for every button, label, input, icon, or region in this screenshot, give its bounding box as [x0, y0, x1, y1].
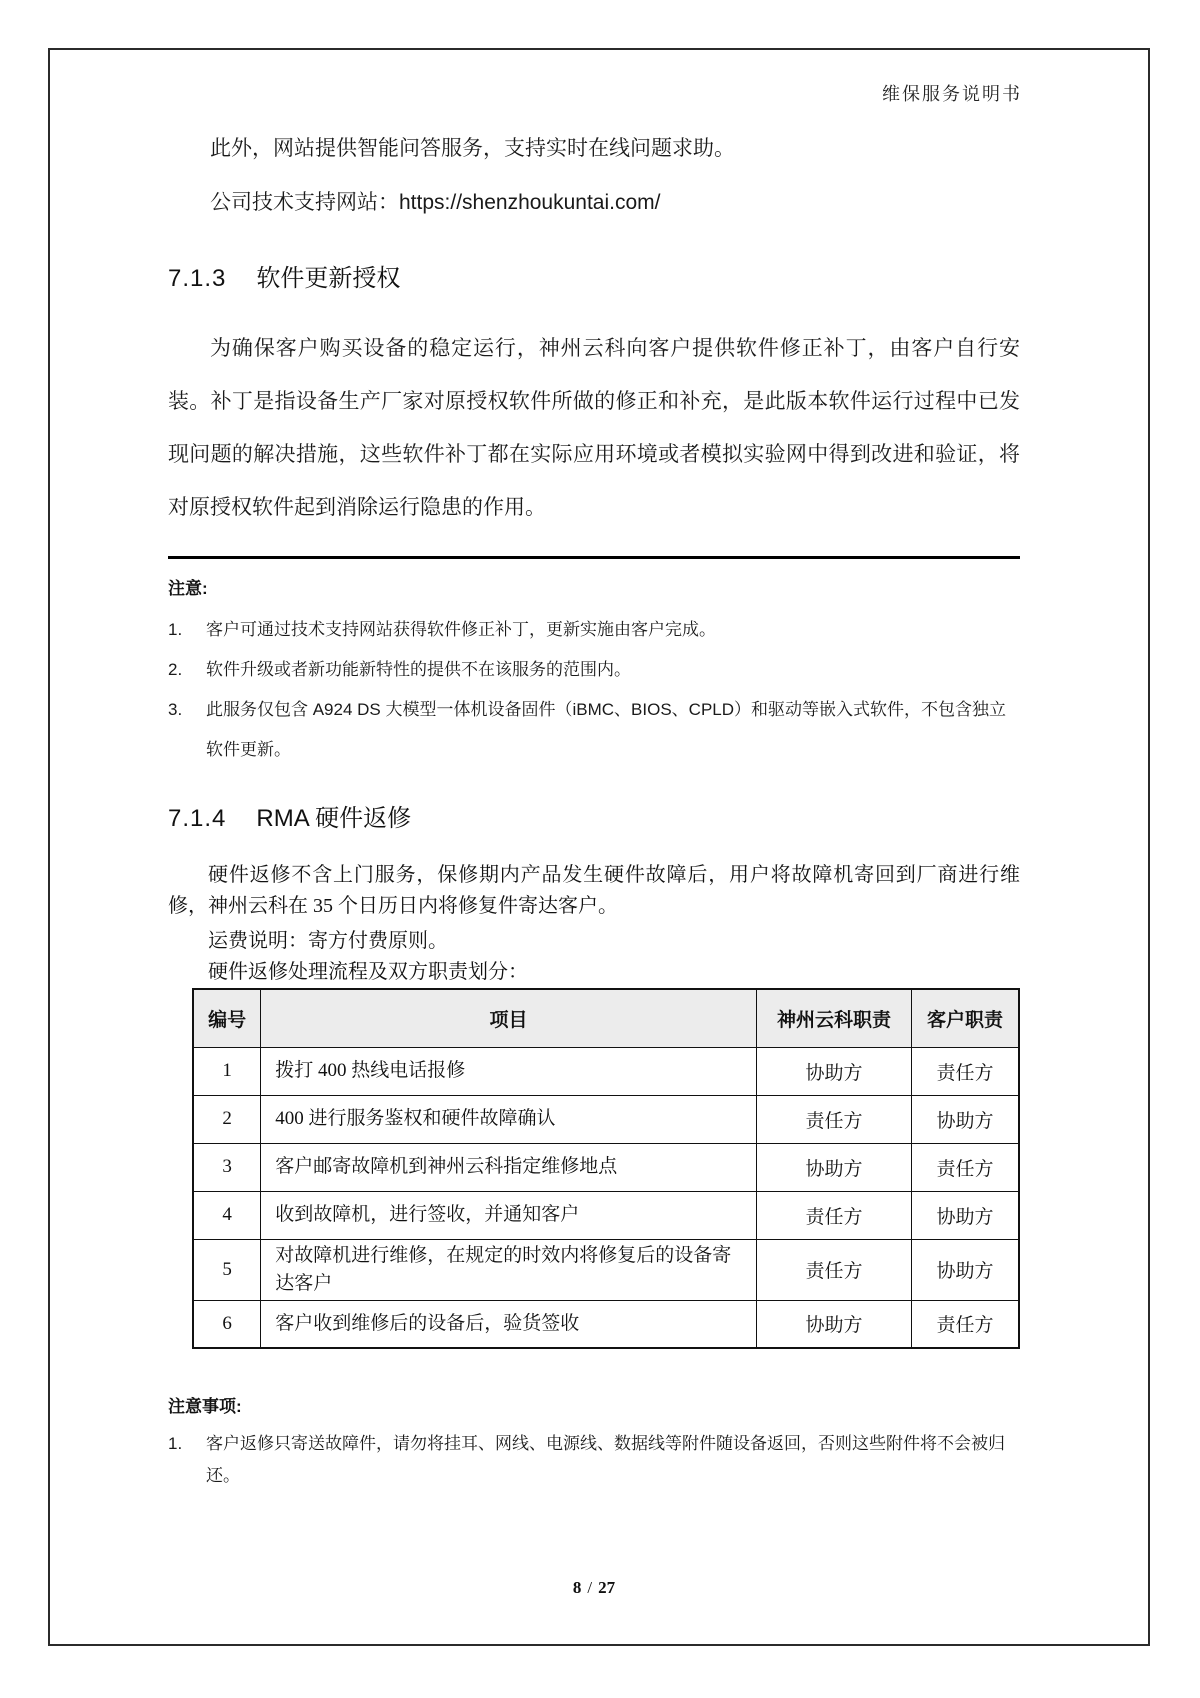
- rma-process-table: [192, 988, 1020, 1349]
- cell-number: 2: [193, 1095, 261, 1143]
- page-total: 27: [598, 1578, 616, 1597]
- section-heading-714: [168, 798, 1020, 833]
- notice-item: [168, 1428, 1020, 1492]
- page-footer: [168, 1578, 1020, 1598]
- cell-number: 6: [193, 1300, 261, 1348]
- cell-vendor-duty: 协助方: [756, 1143, 911, 1191]
- note-item-number: 1.: [168, 620, 183, 639]
- cell-customer-duty: 责任方: [912, 1143, 1019, 1191]
- intro-paragraph-1: 此外，网站提供智能问答服务，支持实时在线问题求助。: [210, 137, 735, 160]
- cell-item: 收到故障机，进行签收，并通知客户: [261, 1191, 757, 1239]
- table-row: [193, 1239, 1019, 1300]
- section-number: 7.1.4: [168, 805, 227, 832]
- cell-vendor-duty: 协助方: [756, 1300, 911, 1348]
- section-title: RMA 硬件返修: [256, 805, 412, 832]
- cell-item: 拨打 400 热线电话报修: [261, 1047, 757, 1095]
- section-heading-713: [168, 258, 1020, 293]
- section-714-paragraph-2: 运费说明：寄方付费原则。: [208, 930, 448, 952]
- intro-paragraph-2: 公司技术支持网站：https://shenzhoukuntai.com/: [210, 191, 661, 214]
- cell-number: 3: [193, 1143, 261, 1191]
- cell-vendor-duty: 协助方: [756, 1047, 911, 1095]
- cell-item: 客户收到维修后的设备后，验货签收: [261, 1300, 757, 1348]
- note-item-text: 此服务仅包含 A924 DS 大模型一体机设备固件（iBMC、BIOS、CPLD）和驱动等嵌入式软件，不包含独立软件更新。: [206, 700, 1007, 759]
- note-item: [168, 610, 1020, 650]
- column-header-item: 项目: [261, 989, 757, 1047]
- note-item-number: 2.: [168, 660, 183, 679]
- note-item-text: 软件升级或者新功能新特性的提供不在该服务的范围内。: [206, 660, 631, 679]
- note-label: 注意:: [168, 579, 208, 598]
- cell-item: 400 进行服务鉴权和硬件故障确认: [261, 1095, 757, 1143]
- table-row: [193, 1047, 1019, 1095]
- cell-number: 5: [193, 1239, 261, 1300]
- page-header-title: 维保服务说明书: [882, 84, 1022, 104]
- note-item: [168, 650, 1020, 690]
- table-body: [193, 1047, 1019, 1348]
- cell-item: 客户邮寄故障机到神州云科指定维修地点: [261, 1143, 757, 1191]
- cell-number: 4: [193, 1191, 261, 1239]
- cell-vendor-duty: 责任方: [756, 1191, 911, 1239]
- cell-customer-duty: 协助方: [912, 1239, 1019, 1300]
- cell-customer-duty: 协助方: [912, 1191, 1019, 1239]
- table-header: [193, 989, 1019, 1047]
- notice-item-number: 1.: [168, 1434, 183, 1453]
- section-title: 软件更新授权: [256, 265, 401, 292]
- page-number-separator: /: [587, 1578, 593, 1597]
- table-header-row: [193, 989, 1019, 1047]
- page-number: 8: [572, 1578, 582, 1597]
- notice-item-text: 客户返修只寄送故障件，请勿将挂耳、网线、电源线、数据线等附件随设备返回，否则这些附件将不会被归还。: [206, 1434, 1005, 1485]
- column-header-customer-duty: 客户职责: [912, 989, 1019, 1047]
- cell-customer-duty: 责任方: [912, 1047, 1019, 1095]
- notice-list: [168, 1428, 1020, 1492]
- column-header-vendor-duty: 神州云科职责: [756, 989, 911, 1047]
- note-item: [168, 690, 1020, 770]
- note-divider-rule: [168, 556, 1020, 559]
- section-number: 7.1.3: [168, 265, 227, 292]
- note-item-text: 客户可通过技术支持网站获得软件修正补丁，更新实施由客户完成。: [206, 620, 716, 639]
- note-list: [168, 610, 1020, 770]
- cell-vendor-duty: 责任方: [756, 1239, 911, 1300]
- cell-number: 1: [193, 1047, 261, 1095]
- notice-label: 注意事项:: [168, 1397, 242, 1416]
- table-row: [193, 1095, 1019, 1143]
- cell-item: 对故障机进行维修，在规定的时效内将修复后的设备寄达客户: [261, 1239, 757, 1300]
- column-header-number: 编号: [193, 989, 261, 1047]
- cell-customer-duty: 责任方: [912, 1300, 1019, 1348]
- table-row: [193, 1300, 1019, 1348]
- section-714-paragraph-3: 硬件返修处理流程及双方职责划分：: [208, 961, 528, 983]
- table-row: [193, 1143, 1019, 1191]
- cell-vendor-duty: 责任方: [756, 1095, 911, 1143]
- table-row: [193, 1191, 1019, 1239]
- note-item-number: 3.: [168, 700, 183, 719]
- section-713-body: 为确保客户购买设备的稳定运行，神州云科向客户提供软件修正补丁，由客户自行安装。补丁是指设备生产厂家对原授权软件所做的修正和补充，是此版本软件运行过程中已发现问题的解决措施，这些软件补丁都在实际应用环境或者模拟实验网中得到改进和验证，将对原授权软件起到消除运行隐患的作用。: [168, 337, 1020, 519]
- section-714-paragraph-1: 硬件返修不含上门服务，保修期内产品发生硬件故障后，用户将故障机寄回到厂商进行维修，神州云科在 35 个日历日内将修复件寄达客户。: [168, 864, 1020, 917]
- cell-customer-duty: 协助方: [912, 1095, 1019, 1143]
